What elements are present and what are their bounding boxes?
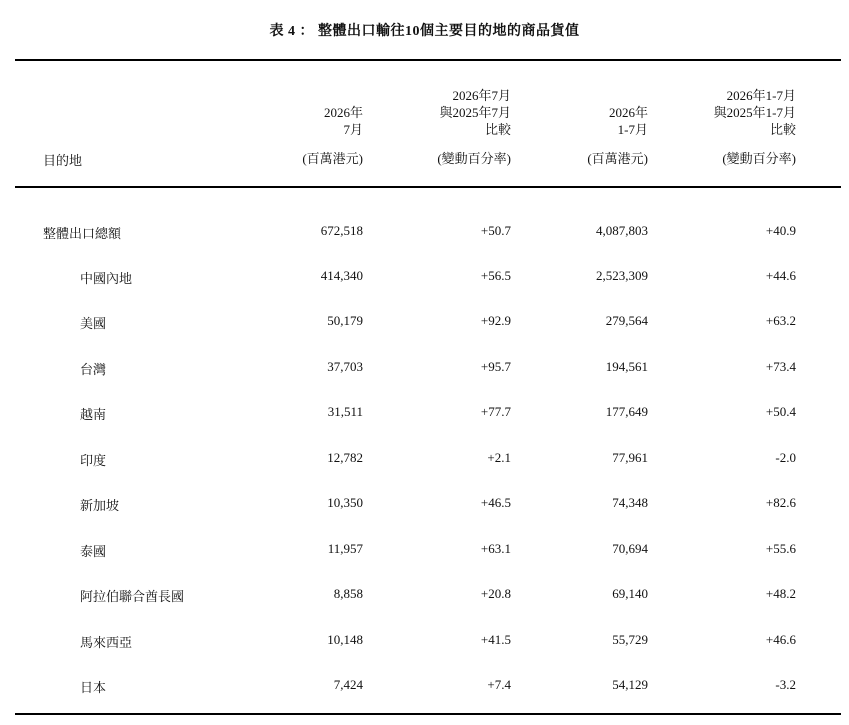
cell-ytd-value: 69,140	[612, 586, 648, 601]
header-col-3-unit: (百萬港元)	[587, 151, 648, 166]
cell-ytd-value: 2,523,309	[596, 268, 648, 283]
header-col-4-line: 比較	[769, 122, 796, 137]
row-name: 泰國	[80, 544, 107, 559]
cell-month-change: +46.5	[480, 495, 511, 510]
cell-month-change: +63.1	[480, 541, 511, 556]
table-row	[0, 541, 849, 561]
cell-ytd-value: 279,564	[605, 313, 648, 328]
cell-month-value: 10,148	[327, 632, 363, 647]
top-rule	[15, 59, 841, 61]
cell-ytd-value: 177,649	[605, 404, 648, 419]
header-col-4-line: 2026年1-7月	[726, 88, 796, 103]
header-col-2-line: 與2025年7月	[439, 105, 511, 120]
cell-ytd-change: +48.2	[765, 586, 796, 601]
cell-month-value: 8,858	[333, 586, 363, 601]
header-col-2-line: 比較	[484, 122, 511, 137]
header-col-3-line: 2026年	[608, 105, 648, 120]
row-label-header: 目的地	[43, 153, 83, 168]
cell-month-change: +2.1	[487, 450, 511, 465]
row-name: 整體出口總額	[43, 226, 122, 241]
cell-ytd-change: +73.4	[765, 359, 796, 374]
cell-ytd-change: +50.4	[765, 404, 796, 419]
cell-month-change: +50.7	[480, 223, 511, 238]
header-col-1-line: 7月	[343, 122, 363, 137]
header-col-4	[680, 87, 796, 166]
table-row	[0, 268, 849, 288]
cell-ytd-change: +40.9	[765, 223, 796, 238]
cell-ytd-change: +44.6	[765, 268, 796, 283]
table-row-total	[0, 223, 849, 243]
cell-month-value: 7,424	[333, 677, 363, 692]
cell-ytd-change: +82.6	[765, 495, 796, 510]
row-name: 印度	[80, 453, 107, 468]
cell-month-change: +41.5	[480, 632, 511, 647]
cell-month-change: +92.9	[480, 313, 511, 328]
cell-month-value: 672,518	[320, 223, 363, 238]
cell-ytd-value: 77,961	[612, 450, 648, 465]
header-col-3-line: 1-7月	[617, 122, 648, 137]
table-row	[0, 313, 849, 333]
row-name: 馬來西亞	[80, 635, 133, 650]
row-name: 美國	[80, 316, 107, 331]
row-name: 台灣	[80, 362, 107, 377]
bottom-rule	[15, 713, 841, 715]
cell-ytd-value: 54,129	[612, 677, 648, 692]
header-col-1	[265, 104, 363, 166]
cell-month-change: +20.8	[480, 586, 511, 601]
cell-month-value: 12,782	[327, 450, 363, 465]
header-col-3	[540, 104, 648, 166]
row-name: 新加坡	[80, 498, 120, 513]
cell-ytd-change: +63.2	[765, 313, 796, 328]
table-row	[0, 677, 849, 697]
cell-month-value: 37,703	[327, 359, 363, 374]
table-row	[0, 450, 849, 470]
header-col-2-line: 2026年7月	[452, 88, 511, 103]
header-col-1-line: 2026年	[323, 105, 363, 120]
cell-month-value: 31,511	[327, 404, 363, 419]
cell-ytd-change: +55.6	[765, 541, 796, 556]
header-col-2-unit: (變動百分率)	[437, 151, 511, 166]
cell-month-value: 10,350	[327, 495, 363, 510]
row-name: 越南	[80, 407, 107, 422]
row-name: 日本	[80, 680, 107, 695]
header-rule	[15, 186, 841, 188]
cell-month-value: 50,179	[327, 313, 363, 328]
row-name: 中國內地	[80, 271, 133, 286]
cell-month-change: +95.7	[480, 359, 511, 374]
cell-month-value: 414,340	[320, 268, 363, 283]
cell-ytd-value: 4,087,803	[596, 223, 648, 238]
table-title: 表 4 ： 整體出口輸往10個主要目的地的商品貨值	[269, 24, 580, 39]
table-row	[0, 359, 849, 379]
cell-ytd-value: 55,729	[612, 632, 648, 647]
header-col-2	[395, 87, 511, 166]
cell-month-change: +56.5	[480, 268, 511, 283]
cell-month-value: 11,957	[327, 541, 363, 556]
cell-ytd-change: +46.6	[765, 632, 796, 647]
cell-ytd-value: 74,348	[612, 495, 648, 510]
table-row	[0, 632, 849, 652]
cell-ytd-value: 70,694	[612, 541, 648, 556]
cell-ytd-value: 194,561	[605, 359, 648, 374]
header-col-4-unit: (變動百分率)	[722, 151, 796, 166]
table-row	[0, 404, 849, 424]
header-col-4-line: 與2025年1-7月	[713, 105, 796, 120]
table-row	[0, 586, 849, 606]
cell-month-change: +7.4	[487, 677, 511, 692]
header-col-1-unit: (百萬港元)	[302, 151, 363, 166]
table-row	[0, 495, 849, 515]
cell-ytd-change: -2.0	[775, 450, 796, 465]
cell-month-change: +77.7	[480, 404, 511, 419]
row-name: 阿拉伯聯合酋長國	[80, 589, 185, 604]
cell-ytd-change: -3.2	[775, 677, 796, 692]
